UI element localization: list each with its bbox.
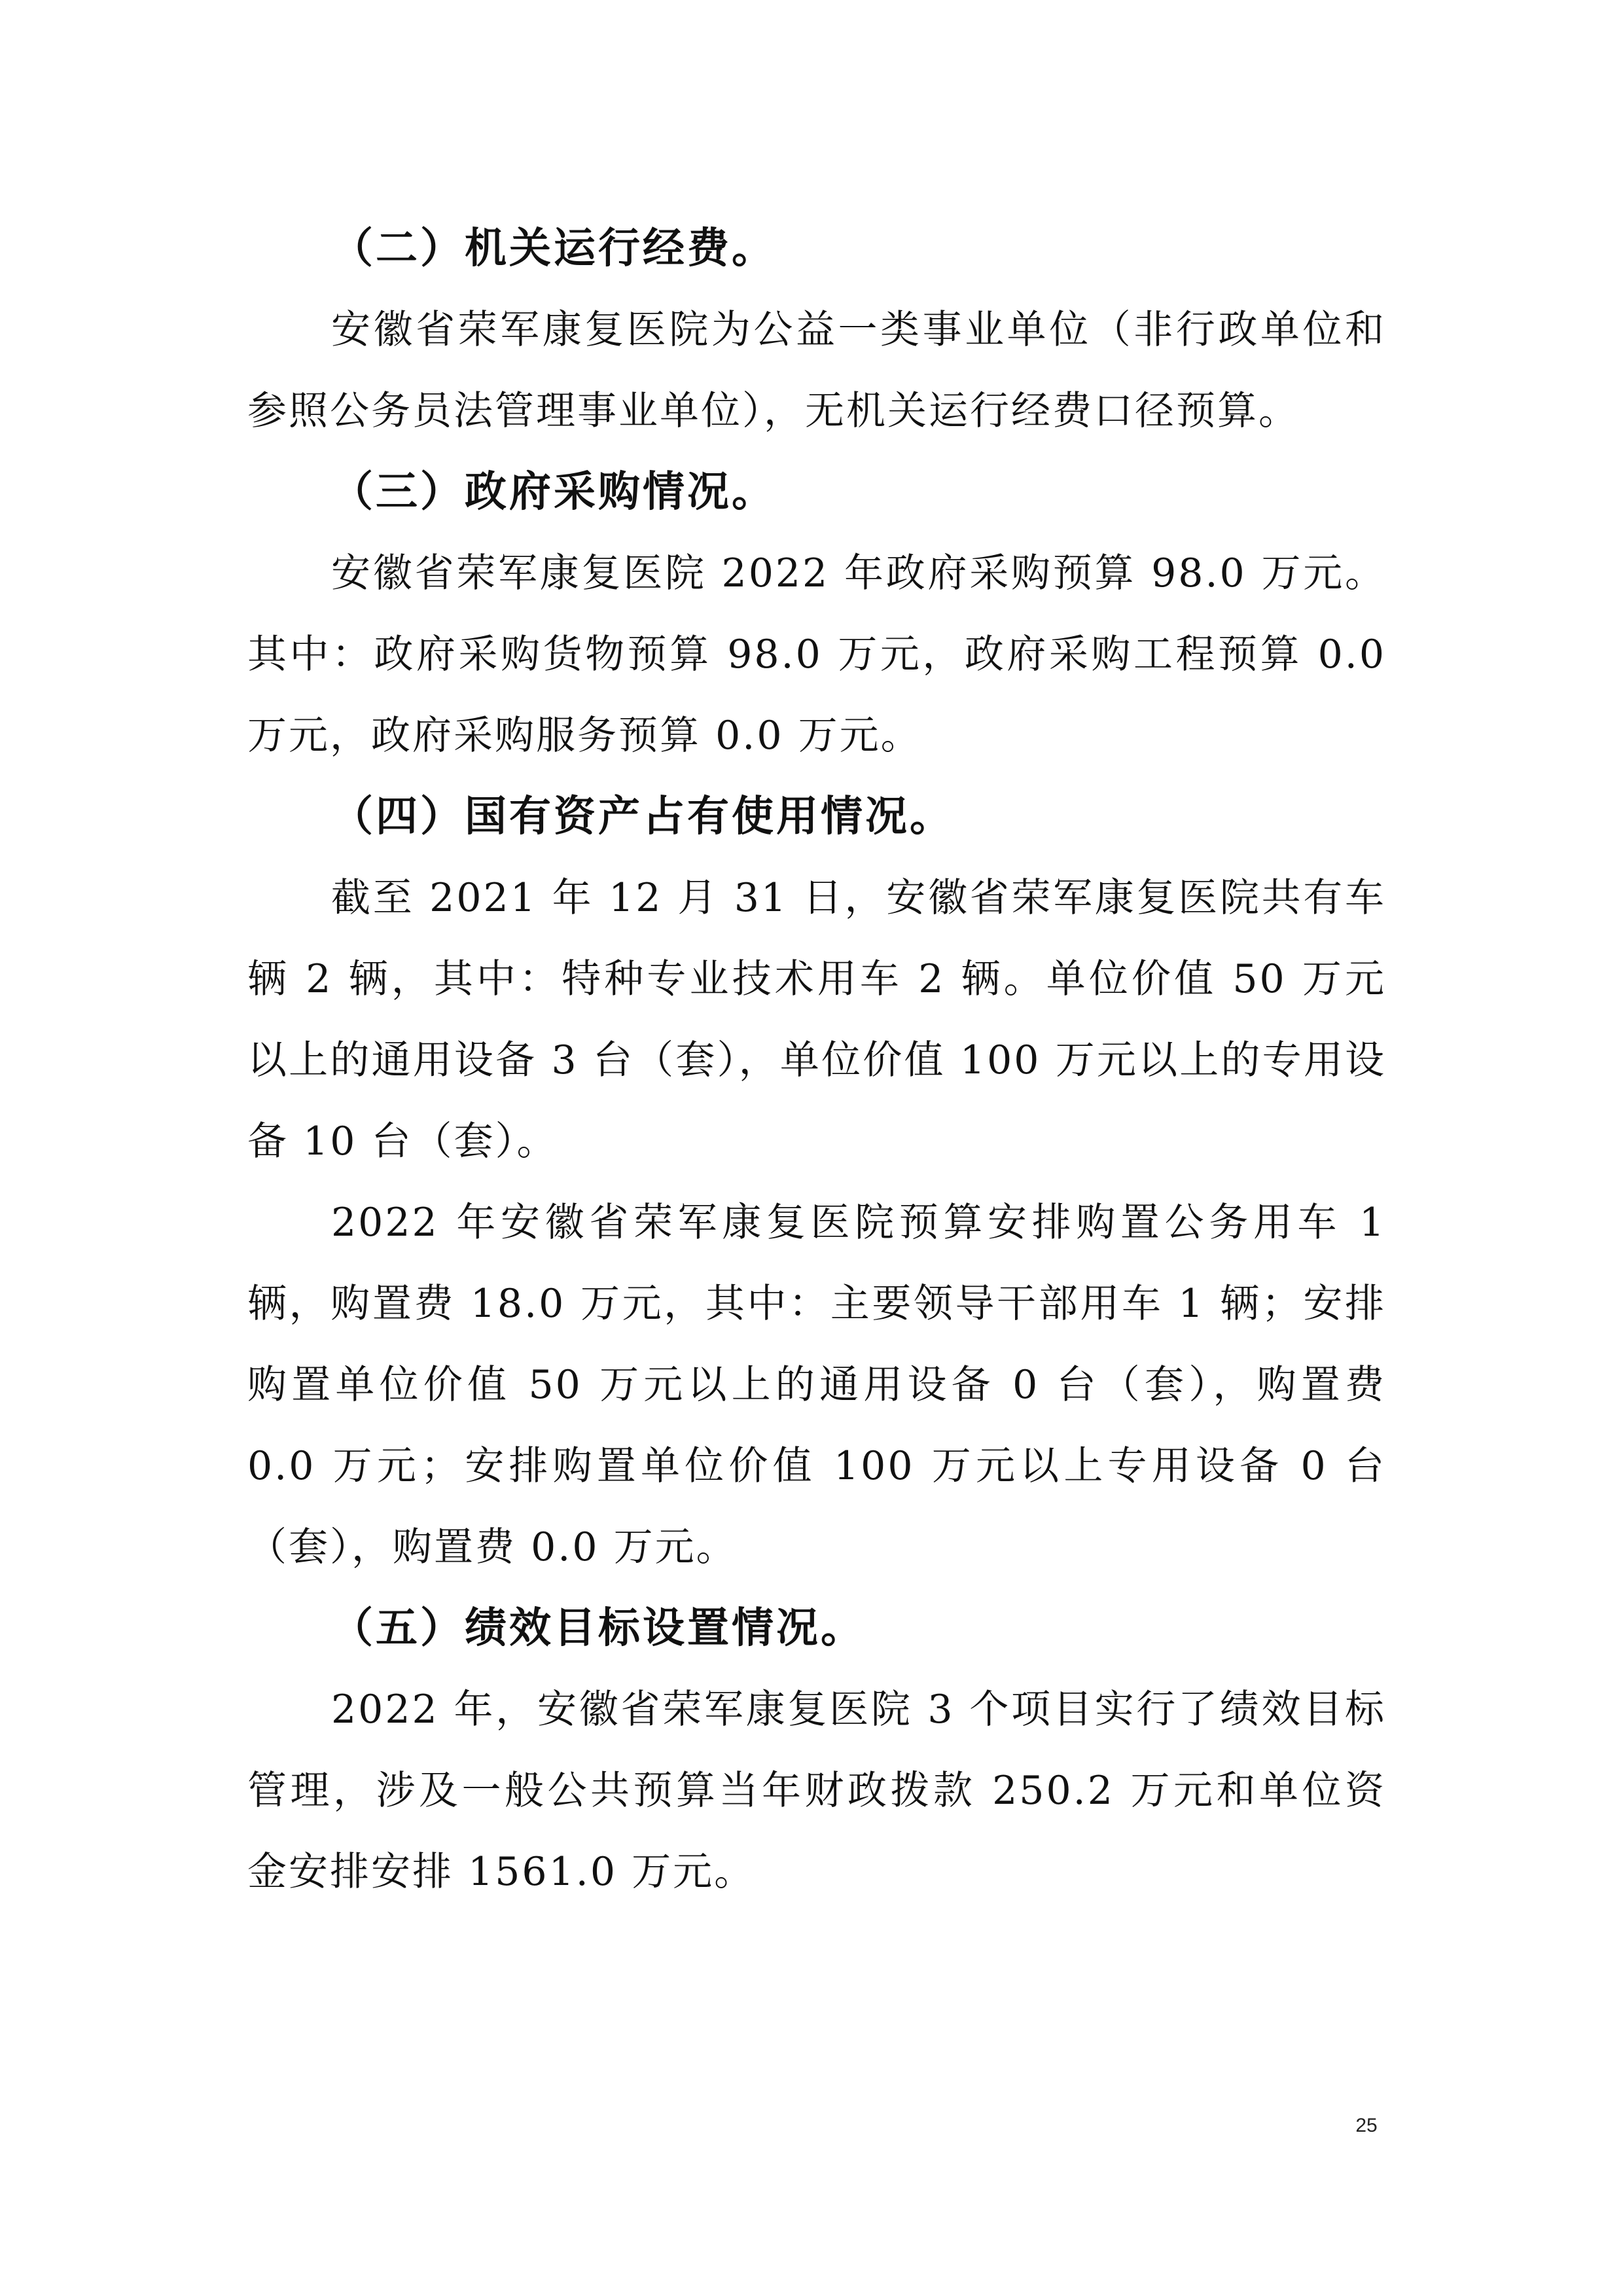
document-body: [247, 208, 1386, 1912]
section-heading-government-procurement: （三）政府采购情况。: [331, 468, 776, 516]
section-heading-performance-targets: （五）绩效目标设置情况。: [331, 1604, 865, 1653]
section-heading-state-assets: （四）国有资产占有使用情况。: [331, 793, 954, 841]
paragraph-operating-expenses: 安徽省荣军康复医院为公益一类事业单位（非行政单位和参照公务员法管理事业单位），无机关运行经费口径预算。: [247, 307, 1386, 434]
paragraph-state-assets-purchases: 2022 年安徽省荣军康复医院预算安排购置公务用车 1 辆，购置费 18.0 万元，其中：主要领导干部用车 1 辆；安排购置单位价值 50 万元以上的通用设备 0 台（套），购置费 0.0 万元；安排购置单位价值 100 万元以上专用设备 0 台（套），购置费 0.0 万元。: [247, 1200, 1386, 1570]
paragraph-state-assets-holdings: 截至 2021 年 12 月 31 日，安徽省荣军康复医院共有车辆 2 辆，其中：特种专业技术用车 2 辆。单位价值 50 万元以上的通用设备 3 台（套），单位价值 100 万元以上的专用设备 10 台（套）。: [247, 875, 1386, 1164]
paragraph-performance-targets: 2022 年，安徽省荣军康复医院 3 个项目实行了绩效目标管理，涉及一般公共预算当年财政拨款 250.2 万元和单位资金安排安排 1561.0 万元。: [247, 1687, 1386, 1895]
page-number: 25: [1355, 2115, 1378, 2136]
paragraph-government-procurement: 安徽省荣军康复医院 2022 年政府采购预算 98.0 万元。其中：政府采购货物预算 98.0 万元，政府采购工程预算 0.0 万元，政府采购服务预算 0.0 万元。: [247, 550, 1386, 759]
section-heading-operating-expenses: （二）机关运行经费。: [331, 224, 776, 273]
